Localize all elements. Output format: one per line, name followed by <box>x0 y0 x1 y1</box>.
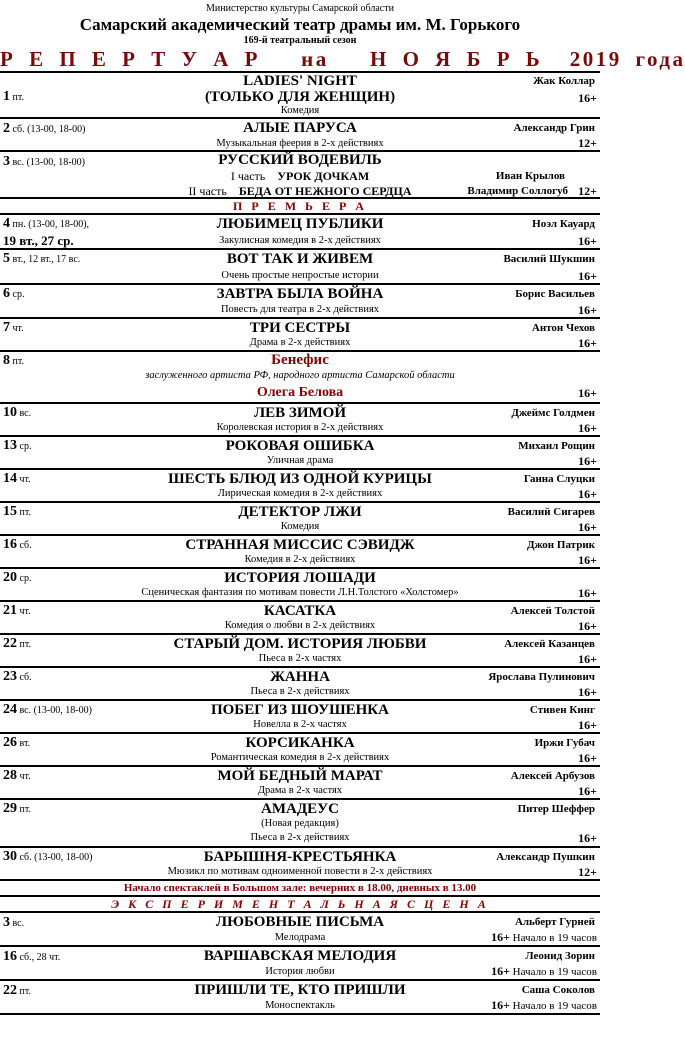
experimental-entry <box>0 947 600 981</box>
age-rating: 16+ <box>578 586 597 600</box>
show-author: Василий Шукшин <box>503 253 595 265</box>
show-author: Саша Соколов <box>521 984 595 996</box>
show-title: ПРИШЛИ ТЕ, КТО ПРИШЛИ <box>194 982 406 998</box>
part-label: I часть <box>230 169 266 183</box>
benefit-honoree-name: Олега Белова <box>256 385 344 400</box>
show-genre: Драма в 2-х частях <box>257 785 343 796</box>
show-genre: Музыкальная феерия в 2-х действиях <box>216 138 384 149</box>
show-title: ЛЮБОВНЫЕ ПИСЬМА <box>215 914 385 930</box>
age-rating: 16+ <box>578 685 597 699</box>
show-date: 2 сб. (13-00, 18-00) <box>3 121 86 136</box>
show-date: 29 пт. <box>3 801 31 816</box>
schedule-entry <box>0 734 600 767</box>
show-genre: Комедия о любви в 2-х действиях <box>224 620 376 631</box>
show-title: РУССКИЙ ВОДЕВИЛЬ <box>218 152 382 168</box>
age-rating: 16+ <box>578 386 597 400</box>
show-genre: Очень простые непростые истории <box>221 270 379 281</box>
show-author: Владимир Соллогуб <box>467 185 568 197</box>
repertoire-title: Р Е П Е Р Т У А Р на Н О Я Б Р Ь 2019 года <box>0 47 685 71</box>
show-date: 26 вт. <box>3 735 31 750</box>
show-title: СТАРЫЙ ДОМ. ИСТОРИЯ ЛЮБВИ <box>173 636 427 652</box>
age-rating: 16+ <box>578 234 597 248</box>
show-date: 16 сб., 28 чт. <box>3 949 61 964</box>
show-genre: Закулисная комедия в 2-х действиях <box>219 235 381 246</box>
show-title: КАСАТКА <box>263 603 337 619</box>
schedule-entry <box>0 152 600 199</box>
schedule-entry <box>0 848 600 881</box>
experimental-entry <box>0 913 600 947</box>
show-title: ПОБЕГ ИЗ ШОУШЕНКА <box>210 702 390 718</box>
show-title: ЛЮБИМЕЦ ПУБЛИКИ <box>216 216 384 232</box>
show-date: 4 пн. (13-00, 18-00), <box>3 216 90 231</box>
premiere-banner: П Р Е М Ь Е Р А <box>0 199 600 215</box>
show-title: МОЙ БЕДНЫЙ МАРАТ <box>217 768 383 784</box>
age-rating: 16+ <box>491 930 510 944</box>
age-rating: 16+ <box>578 718 597 732</box>
show-author: Жак Коллар <box>533 75 595 87</box>
show-date: 21 чт. <box>3 603 31 618</box>
show-author: Ярослава Пулинович <box>488 671 595 683</box>
schedule-entry <box>0 470 600 503</box>
show-subtitle: (ТОЛЬКО ДЛЯ ЖЕНЩИН) <box>204 89 396 105</box>
show-date: 14 чт. <box>3 471 31 486</box>
schedule-entry <box>0 73 600 119</box>
show-date: 5 вт., 12 вт., 17 вс. <box>3 251 81 266</box>
start-time <box>491 930 597 945</box>
schedule-entry <box>0 767 600 800</box>
show-date: 1 пт. <box>3 89 24 104</box>
schedule-entry <box>0 119 600 152</box>
age-rating: 12+ <box>578 184 597 198</box>
age-rating: 16+ <box>578 487 597 501</box>
age-rating: 16+ <box>578 421 597 435</box>
show-date: 8 пт. <box>3 353 24 368</box>
show-genre: Королевская история в 2-х действиях <box>216 422 384 433</box>
show-author: Леонид Зорин <box>525 950 595 962</box>
show-title: ВАРШАВСКАЯ МЕЛОДИЯ <box>203 948 397 964</box>
show-genre: Комедия <box>280 105 320 116</box>
schedule-entry <box>0 635 600 668</box>
show-author: Александр Грин <box>513 122 595 134</box>
show-date: 23 сб. <box>3 669 32 684</box>
show-genre: Пьеса в 2-х действиях <box>250 686 350 697</box>
show-author: Джеймс Голдмен <box>511 407 595 419</box>
age-rating: 16+ <box>578 652 597 666</box>
schedule-entry <box>0 536 600 569</box>
schedule-entry <box>0 569 600 602</box>
start-time <box>491 964 597 979</box>
show-author: Иван Крылов <box>495 170 565 182</box>
show-date: 3 вс. (13-00, 18-00) <box>3 154 85 169</box>
show-date: 3 вс. <box>3 915 25 930</box>
poster-header <box>0 0 685 71</box>
show-date: 15 пт. <box>3 504 31 519</box>
show-date: 30 сб. (13-00, 18-00) <box>3 849 93 864</box>
show-author: Алексей Казанцев <box>504 638 595 650</box>
part-label: II часть <box>188 184 227 198</box>
schedule-entry <box>0 404 600 437</box>
show-genre: Мюзикл по мотивам одноименной повести в 2-х действиях <box>167 866 433 877</box>
age-rating: 16+ <box>578 520 597 534</box>
show-author: Антон Чехов <box>531 322 595 334</box>
show-genre: Драма в 2-х действиях <box>249 337 351 348</box>
age-rating: 16+ <box>578 336 597 350</box>
show-date: 22 пт. <box>3 983 31 998</box>
show-title: ШЕСТЬ БЛЮД ИЗ ОДНОЙ КУРИЦЫ <box>168 471 432 487</box>
schedule-entry <box>0 602 600 635</box>
show-date: 10 вс. <box>3 405 32 420</box>
schedule-entry <box>0 250 600 285</box>
age-rating: 16+ <box>578 454 597 468</box>
show-title: КОРСИКАНКА <box>245 735 355 751</box>
show-author: Ноэл Кауард <box>532 218 595 230</box>
show-genre: Романтическая комедия в 2-х действиях <box>210 752 390 763</box>
season-line: 169-й театральный сезон <box>243 35 357 46</box>
show-genre: Комедия в 2-х действиях <box>244 554 356 565</box>
start-time-text: Начало в 19 часов <box>512 966 597 978</box>
age-rating: 12+ <box>578 136 597 150</box>
show-title: ИСТОРИЯ ЛОШАДИ <box>224 570 376 586</box>
schedule-entry <box>0 503 600 536</box>
show-date: 22 пт. <box>3 636 31 651</box>
age-rating: 16+ <box>578 91 597 105</box>
show-author: Алексей Арбузов <box>510 770 595 782</box>
show-genre: Сценическая фантазия по мотивам повести Л.Н.Толстого «Холстомер» <box>141 587 459 598</box>
show-author: Альберт Гурней <box>514 916 595 928</box>
show-author: Ганна Слуцки <box>523 473 595 485</box>
show-genre-2: Пьеса в 2-х действиях <box>250 832 350 843</box>
show-author: Александр Пушкин <box>496 851 595 863</box>
show-author: Василий Сигарев <box>507 506 595 518</box>
show-date: 7 чт. <box>3 320 24 335</box>
age-rating: 16+ <box>578 553 597 567</box>
age-rating: 16+ <box>578 303 597 317</box>
schedule-entry <box>0 668 600 701</box>
show-date: 24 вс. (13-00, 18-00) <box>3 702 92 717</box>
schedule-entry <box>0 215 600 250</box>
show-title: БАРЫШНЯ-КРЕСТЬЯНКА <box>203 849 397 865</box>
show-genre: Повесть для театра в 2-х действиях <box>220 304 380 315</box>
age-rating: 16+ <box>578 784 597 798</box>
show-genre: Лирическая комедия в 2-х действиях <box>217 488 383 499</box>
schedule-entry <box>0 437 600 470</box>
age-rating: 16+ <box>578 269 597 283</box>
show-date: 16 сб. <box>3 537 32 552</box>
experimental-banner: Э К С П Е Р И М Е Н Т А Л Ь Н А Я С Ц Е Н А <box>0 897 600 913</box>
age-rating: 16+ <box>491 964 510 978</box>
show-date: 28 чт. <box>3 768 31 783</box>
theatre-name: Самарский академический театр драмы им. М. Горького <box>79 15 521 34</box>
show-genre: (Новая редакция) <box>261 818 339 829</box>
show-genre: История любви <box>265 966 335 977</box>
show-genre: Комедия <box>280 521 320 532</box>
benefit-honoree-line: заслуженного артиста РФ, народного артиста Самарской области <box>145 370 455 381</box>
main-hall-note: Начало спектаклей в Большом зале: вечерних в 18.00, дневных в 13.00 <box>0 881 600 897</box>
age-rating: 16+ <box>578 831 597 845</box>
schedule-entry <box>0 319 600 352</box>
show-genre: Моноспектакль <box>265 1000 335 1011</box>
start-time-text: Начало в 19 часов <box>512 932 597 944</box>
show-genre: Пьеса в 2-х частях <box>258 653 342 664</box>
show-author: Стивен Кинг <box>529 704 595 716</box>
schedule-entry <box>0 701 600 734</box>
age-rating: 16+ <box>578 751 597 765</box>
show-date-extra: 19 вт., 27 ср. <box>3 233 74 248</box>
show-title: ЖАННА <box>270 669 330 685</box>
age-rating: 16+ <box>578 619 597 633</box>
age-rating: 12+ <box>578 865 597 879</box>
ministry-line: Министерство культуры Самарской области <box>206 3 394 14</box>
show-title: АМАДЕУС <box>261 801 339 817</box>
show-date: 6 ср. <box>3 286 25 301</box>
show-title: Бенефис <box>271 352 329 368</box>
show-title: СТРАННАЯ МИССИС СЭВИДЖ <box>185 537 415 553</box>
show-genre: Мелодрама <box>274 932 326 943</box>
schedule-entry <box>0 285 600 319</box>
show-title: ЗАВТРА БЫЛА ВОЙНА <box>216 286 384 302</box>
show-title: LADIES' NIGHT <box>243 73 357 89</box>
show-title: РОКОВАЯ ОШИБКА <box>225 438 375 454</box>
experimental-entry <box>0 981 600 1015</box>
show-title: ВОТ ТАК И ЖИВЕМ <box>226 251 374 267</box>
show-author: Иржи Губач <box>534 737 595 749</box>
show-author: Михаил Рощин <box>518 440 595 452</box>
show-genre: Уличная драма <box>266 455 334 466</box>
part-title: УРОК ДОЧКАМ <box>277 169 370 183</box>
show-author: Питер Шеффер <box>517 803 595 815</box>
show-title: ДЕТЕКТОР ЛЖИ <box>238 504 362 520</box>
age-rating: 16+ <box>491 998 510 1012</box>
show-title: ТРИ СЕСТРЫ <box>249 320 351 336</box>
schedule-entry <box>0 352 600 404</box>
show-author: Джон Патрик <box>527 539 595 551</box>
show-date: 13 ср. <box>3 438 32 453</box>
show-author: Борис Васильев <box>515 288 595 300</box>
part-title: БЕДА ОТ НЕЖНОГО СЕРДЦА <box>238 184 412 198</box>
show-date: 20 ср. <box>3 570 32 585</box>
start-time-text: Начало в 19 часов <box>512 1000 597 1012</box>
show-title: АЛЫЕ ПАРУСА <box>243 120 357 136</box>
show-genre: Новелла в 2-х частях <box>253 719 347 730</box>
show-author: Алексей Толстой <box>510 605 595 617</box>
show-title: ЛЕВ ЗИМОЙ <box>253 405 346 421</box>
start-time <box>491 998 597 1013</box>
schedule-entry <box>0 800 600 848</box>
